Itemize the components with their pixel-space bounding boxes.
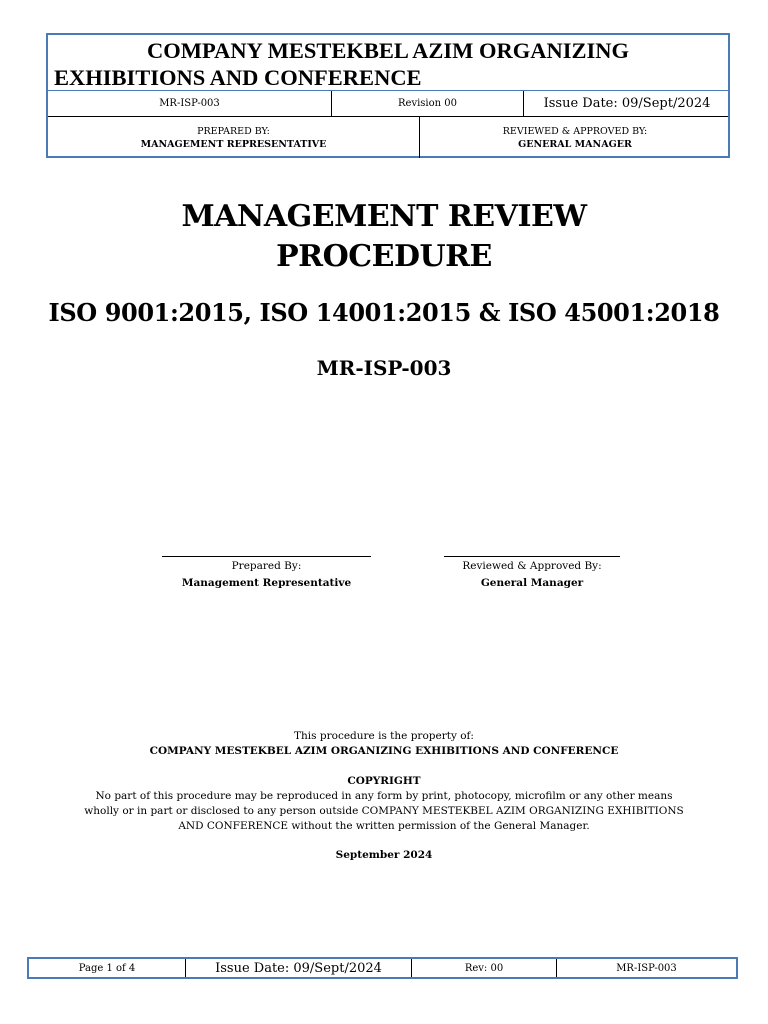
property-notice bbox=[0, 729, 768, 863]
company-name bbox=[48, 35, 728, 91]
reviewed-signature-label: Reviewed & Approved By: bbox=[462, 560, 602, 572]
iso-standards: ISO 9001:2015, ISO 14001:2015 & ISO 45001:2018 bbox=[48, 298, 720, 327]
header-reviewed-cell bbox=[420, 117, 730, 158]
issue-month: September 2024 bbox=[335, 849, 433, 861]
property-company: COMPANY MESTEKBEL AZIM ORGANIZING EXHIBITIONS AND CONFERENCE bbox=[149, 745, 619, 757]
document-footer bbox=[27, 957, 738, 979]
page-title bbox=[0, 197, 768, 277]
footer-issue-date: Issue Date: 09/Sept/2024 bbox=[186, 959, 412, 977]
header-prepared-by: MANAGEMENT REPRESENTATIVE bbox=[140, 138, 327, 150]
prepared-signature-name: Management Representative bbox=[181, 577, 352, 589]
prepared-signature-line bbox=[162, 556, 371, 557]
footer-page-number: Page 1 of 4 bbox=[29, 959, 186, 977]
document-header bbox=[46, 33, 730, 158]
document-number: MR-ISP-003 bbox=[316, 356, 452, 380]
copyright-text-line2: wholly or in part or disclosed to any person outside COMPANY MESTEKBEL AZIM ORGANIZING EXHIBITIONS bbox=[84, 805, 684, 817]
header-prepared-cell bbox=[48, 117, 420, 158]
reviewed-signature-line bbox=[444, 556, 620, 557]
header-issue-date: Issue Date: 09/Sept/2024 bbox=[543, 96, 711, 111]
copyright-heading: COPYRIGHT bbox=[347, 775, 421, 787]
header-info-row bbox=[48, 91, 728, 117]
header-reviewed-label: REVIEWED & APPROVED BY: bbox=[502, 125, 648, 137]
footer-doc-number: MR-ISP-003 bbox=[616, 962, 677, 974]
prepared-signature-label: Prepared By: bbox=[231, 560, 302, 572]
header-doc-number: MR-ISP-003 bbox=[48, 91, 332, 116]
page-title-line1: MANAGEMENT REVIEW bbox=[181, 199, 587, 234]
header-prepared-label: PREPARED BY: bbox=[197, 125, 270, 137]
reviewed-signature-block bbox=[432, 558, 632, 592]
company-name-line1: COMPANY MESTEKBEL AZIM ORGANIZING bbox=[147, 38, 629, 63]
copyright-text-line1: No part of this procedure may be reproduced in any form by print, photocopy, microfilm or any other means bbox=[95, 790, 673, 802]
header-revision: Revision 00 bbox=[332, 91, 524, 116]
page-title-line2: PROCEDURE bbox=[276, 239, 492, 274]
header-approval-row bbox=[48, 117, 728, 158]
header-reviewed-by: GENERAL MANAGER bbox=[518, 138, 632, 150]
copyright-text-line3: AND CONFERENCE without the written permission of the General Manager. bbox=[178, 820, 590, 832]
prepared-signature-block bbox=[162, 558, 371, 592]
company-name-line2: EXHIBITIONS AND CONFERENCE bbox=[54, 65, 422, 90]
footer-revision: Rev: 00 bbox=[412, 959, 557, 977]
reviewed-signature-name: General Manager bbox=[480, 577, 584, 589]
property-intro: This procedure is the property of: bbox=[294, 730, 474, 742]
